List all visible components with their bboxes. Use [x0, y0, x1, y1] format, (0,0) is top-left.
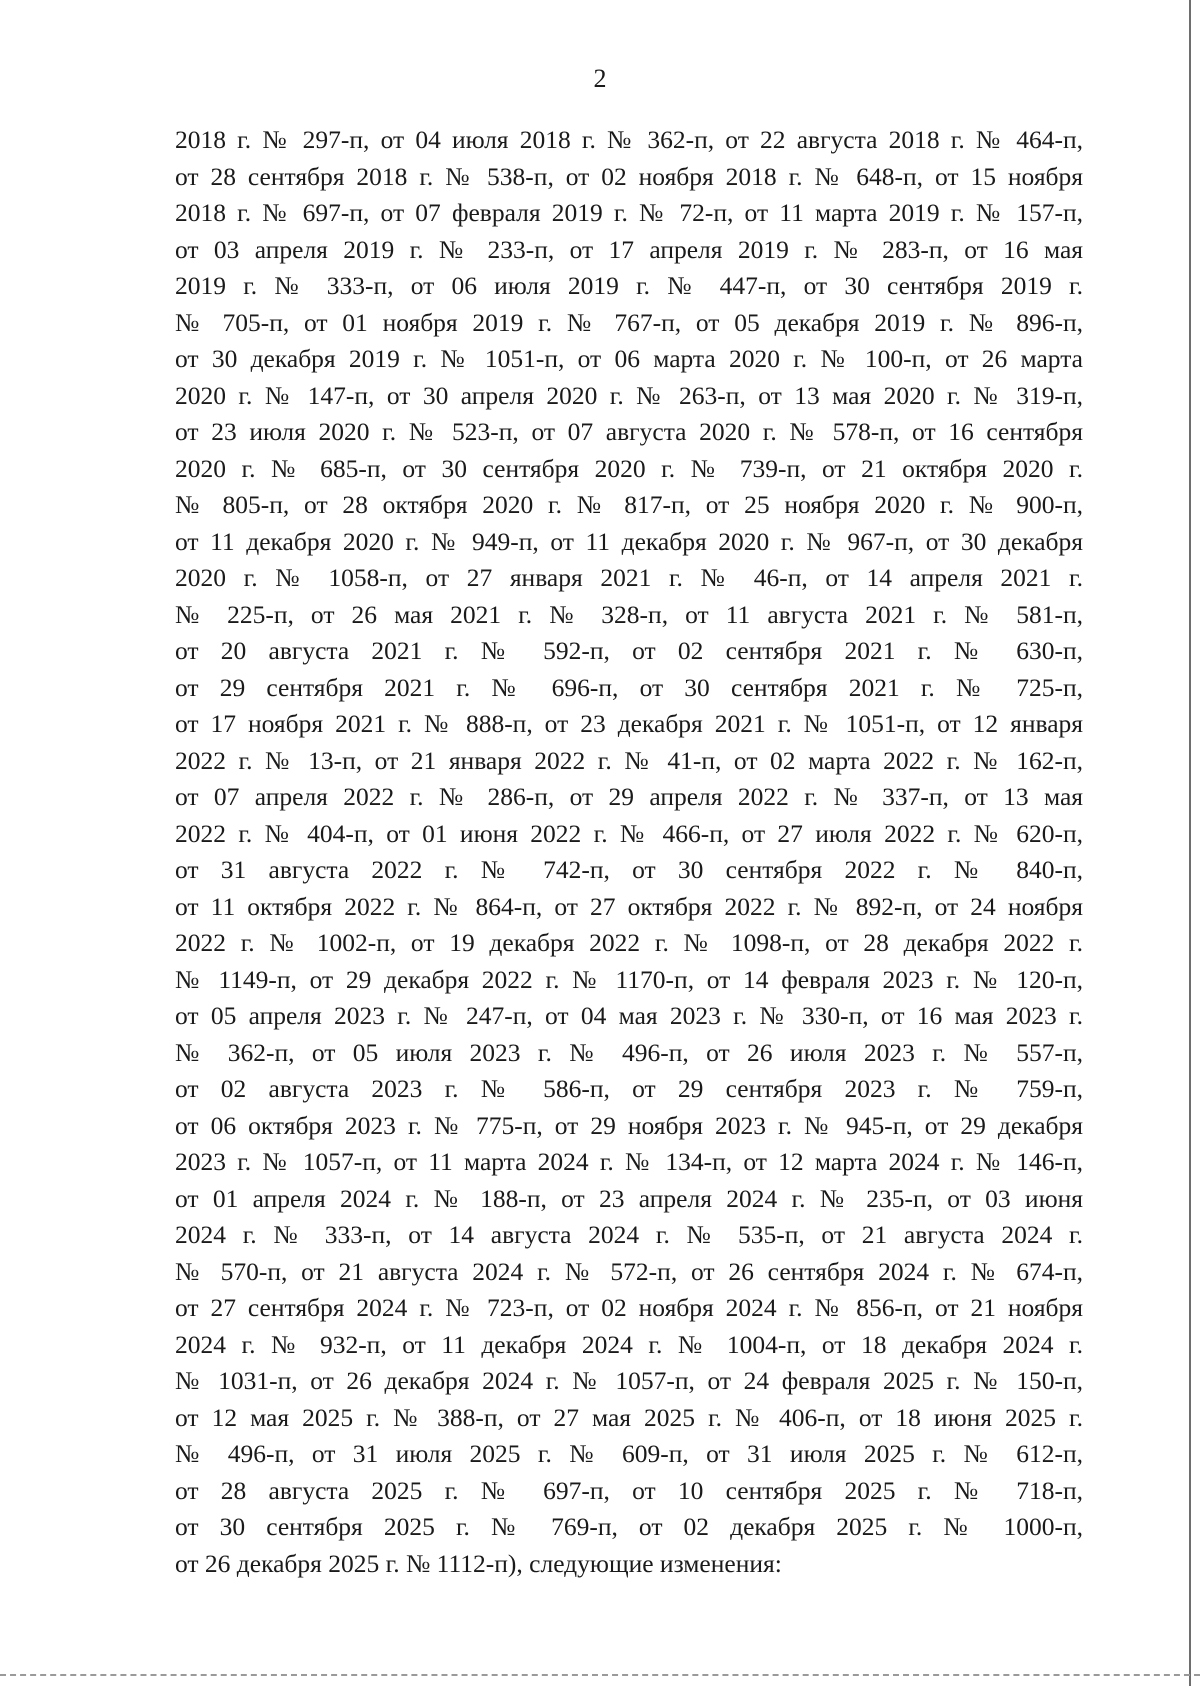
text-line: 2020 г. № 147-п, от 30 апреля 2020 г. № 263-п, от 13 мая 2020 г. № 319-п, [175, 380, 1083, 410]
text-line: 2022 г. № 1002-п, от 19 декабря 2022 г. № 1098-п, от 28 декабря 2022 г. [175, 928, 1083, 957]
text-line: № 1149-п, от 29 декабря 2022 г. № 1170-п, от 14 февраля 2023 г. № 120-п, [175, 964, 1083, 994]
text-line: от 23 июля 2020 г. № 523-п, от 07 августа 2020 г. № 578-п, от 16 сентября [175, 417, 1083, 446]
text-line: 2020 г. № 1058-п, от 27 января 2021 г. № 46-п, от 14 апреля 2021 г. [175, 563, 1083, 592]
text-line: 2018 г. № 697-п, от 07 февраля 2019 г. № 72-п, от 11 марта 2019 г. № 157-п, [175, 198, 1083, 227]
text-line: от 11 октября 2022 г. № 864-п, от 27 октября 2022 г. № 892-п, от 24 ноября [175, 891, 1083, 921]
scan-edge-bottom [0, 1674, 1200, 1676]
text-line: от 05 апреля 2023 г. № 247-п, от 04 мая 2023 г. № 330-п, от 16 мая 2023 г. [175, 1001, 1083, 1030]
text-line: № 805-п, от 28 октября 2020 г. № 817-п, от 25 ноября 2020 г. № 900-п, [175, 490, 1083, 519]
text-line: 2024 г. № 333-п, от 14 августа 2024 г. № 535-п, от 21 августа 2024 г. [175, 1220, 1083, 1249]
text-line: от 11 декабря 2020 г. № 949-п, от 11 декабря 2020 г. № 967-п, от 30 декабря [175, 526, 1083, 556]
text-line: 2018 г. № 297-п, от 04 июля 2018 г. № 362-п, от 22 августа 2018 г. № 464-п, [175, 125, 1083, 154]
text-line: от 06 октября 2023 г. № 775-п, от 29 ноября 2023 г. № 945-п, от 29 декабря [175, 1110, 1083, 1140]
scan-edge-right [1189, 0, 1191, 1686]
text-line: от 30 декабря 2019 г. № 1051-п, от 06 марта 2020 г. № 100-п, от 26 марта [175, 344, 1083, 373]
text-line: № 570-п, от 21 августа 2024 г. № 572-п, от 26 сентября 2024 г. № 674-п, [175, 1256, 1083, 1286]
text-line: № 1031-п, от 26 декабря 2024 г. № 1057-п, от 24 февраля 2025 г. № 150-п, [175, 1366, 1083, 1395]
text-line: 2024 г. № 932-п, от 11 декабря 2024 г. № 1004-п, от 18 декабря 2024 г. [175, 1329, 1083, 1359]
text-line: 2022 г. № 404-п, от 01 июня 2022 г. № 466-п, от 27 июля 2022 г. № 620-п, [175, 818, 1083, 848]
text-line: от 20 августа 2021 г. № 592-п, от 02 сентября 2021 г. № 630-п, [175, 636, 1083, 665]
text-line: от 12 мая 2025 г. № 388-п, от 27 мая 2025 г. № 406-п, от 18 июня 2025 г. [175, 1402, 1083, 1432]
text-line: от 28 сентября 2018 г. № 538-п, от 02 ноября 2018 г. № 648-п, от 15 ноября [175, 161, 1083, 191]
text-line: от 30 сентября 2025 г. № 769-п, от 02 декабря 2025 г. № 1000-п, [175, 1512, 1083, 1541]
text-line: № 362-п, от 05 июля 2023 г. № 496-п, от 26 июля 2023 г. № 557-п, [175, 1037, 1083, 1067]
page-number: 2 [593, 64, 607, 93]
text-line: от 27 сентября 2024 г. № 723-п, от 02 ноября 2024 г. № 856-п, от 21 ноября [175, 1293, 1083, 1322]
text-line: от 31 августа 2022 г. № 742-п, от 30 сентября 2022 г. № 840-п, [175, 855, 1083, 884]
text-line: от 26 декабря 2025 г. № 1112-п), следующие изменения: [175, 1548, 782, 1578]
text-line: от 01 апреля 2024 г. № 188-п, от 23 апреля 2024 г. № 235-п, от 03 июня [175, 1183, 1083, 1213]
text-line: от 29 сентября 2021 г. № 696-п, от 30 сентября 2021 г. № 725-п, [175, 672, 1083, 702]
text-line: от 28 августа 2025 г. № 697-п, от 10 сентября 2025 г. № 718-п, [175, 1475, 1083, 1505]
text-line: № 705-п, от 01 ноября 2019 г. № 767-п, от 05 декабря 2019 г. № 896-п, [175, 307, 1083, 337]
text-line: № 225-п, от 26 мая 2021 г. № 328-п, от 11 августа 2021 г. № 581-п, [175, 599, 1083, 629]
text-line: от 03 апреля 2019 г. № 233-п, от 17 апреля 2019 г. № 283-п, от 16 мая [175, 234, 1083, 264]
text-line: 2022 г. № 13-п, от 21 января 2022 г. № 41-п, от 02 марта 2022 г. № 162-п, [175, 745, 1083, 775]
text-line: от 02 августа 2023 г. № 586-п, от 29 сентября 2023 г. № 759-п, [175, 1074, 1083, 1103]
text-line: от 07 апреля 2022 г. № 286-п, от 29 апреля 2022 г. № 337-п, от 13 мая [175, 782, 1083, 811]
text-line: 2019 г. № 333-п, от 06 июля 2019 г. № 447-п, от 30 сентября 2019 г. [175, 271, 1083, 300]
text-line: № 496-п, от 31 июля 2025 г. № 609-п, от 31 июля 2025 г. № 612-п, [175, 1439, 1083, 1468]
body-text [175, 122, 1083, 1582]
text-line: 2023 г. № 1057-п, от 11 марта 2024 г. № 134-п, от 12 марта 2024 г. № 146-п, [175, 1147, 1083, 1176]
text-line: 2020 г. № 685-п, от 30 сентября 2020 г. № 739-п, от 21 октября 2020 г. [175, 453, 1083, 483]
text-line: от 17 ноября 2021 г. № 888-п, от 23 декабря 2021 г. № 1051-п, от 12 января [175, 709, 1083, 738]
